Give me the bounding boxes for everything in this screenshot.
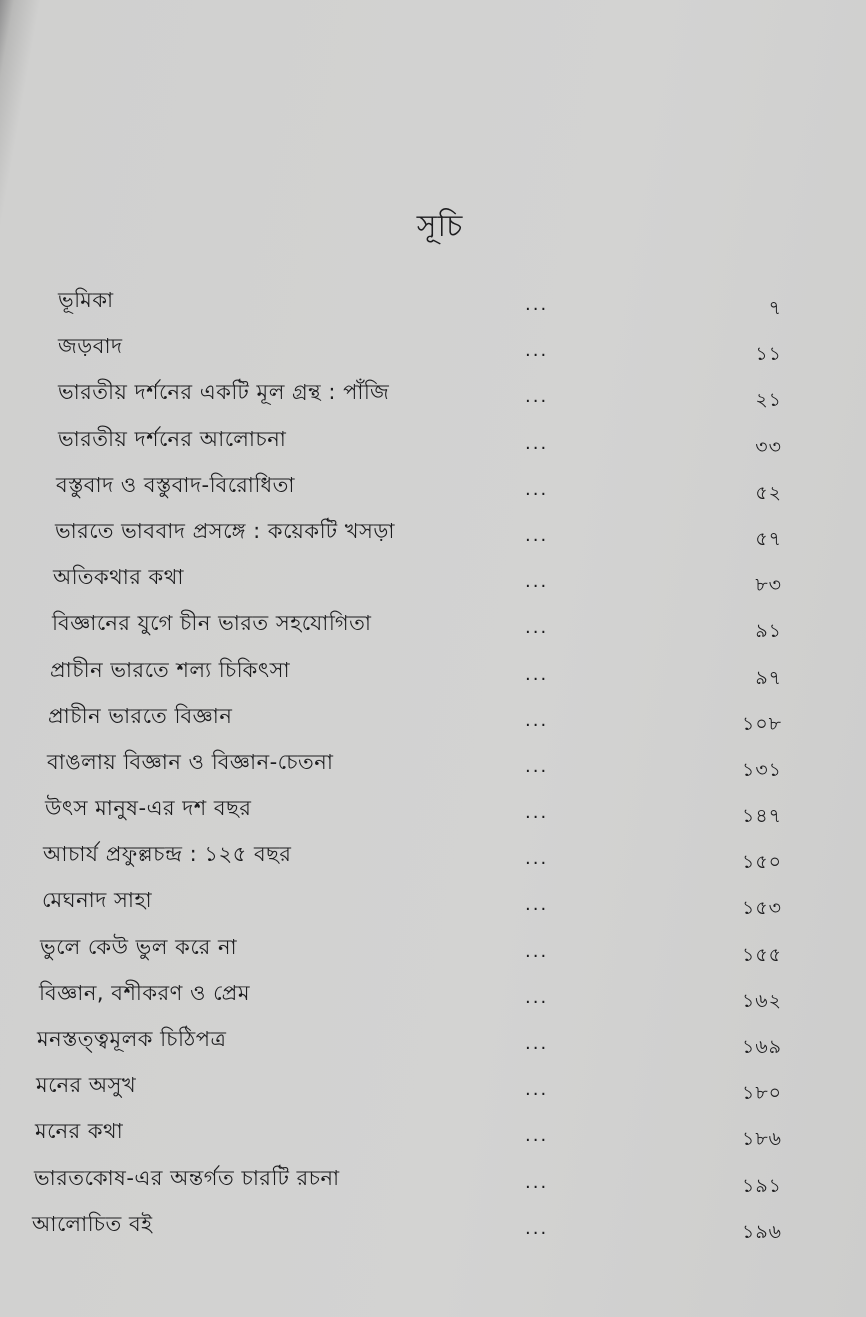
toc-entry [0, 884, 866, 930]
toc-entry-page: ১৫৩ [741, 897, 782, 920]
toc-entry-page: ১৯৬ [741, 1220, 782, 1243]
page-title: সূচি [416, 209, 464, 244]
toc-entry [0, 284, 866, 330]
toc-entry-page: ৮৩ [755, 574, 782, 597]
toc-entry-leader: ... [525, 1125, 549, 1147]
toc-entry-leader: ... [525, 478, 549, 500]
toc-entry-page: ১৪৭ [741, 805, 782, 828]
toc-entry-title: জড়বাদ [58, 334, 123, 359]
toc-entry-leader: ... [525, 986, 549, 1008]
toc-entry [0, 423, 866, 469]
toc-entry-page: ১৬৯ [741, 1036, 782, 1058]
toc-entry [0, 977, 866, 1023]
toc-entry-title: বাঙলায় বিজ্ঞান ও বিজ্ঞান-চেতনা [47, 749, 334, 774]
toc-entry [0, 330, 866, 376]
toc-entry [0, 792, 866, 838]
toc-entry-leader: ... [525, 940, 549, 962]
toc-entry-page: ১০৮ [741, 712, 782, 735]
toc-entry-page: ৯১ [755, 620, 782, 643]
toc-entry-page: ৭ [768, 297, 782, 319]
toc-entry [0, 376, 866, 422]
toc-entry [0, 1023, 866, 1069]
toc-entry [0, 1162, 866, 1208]
toc-entry-title: আলোচিত বই [32, 1211, 153, 1236]
toc-entry [0, 838, 866, 884]
toc-entry-title: ভারতীয় দর্শনের আলোচনা [58, 426, 287, 451]
toc-entry-leader: ... [525, 848, 549, 870]
toc-entry-leader: ... [525, 1171, 549, 1193]
toc-entry [0, 654, 866, 700]
toc-entry-title: আচার্য প্রফুল্লচন্দ্র : ১২৫ বছর [43, 842, 292, 867]
toc-entry-page: ১৩১ [741, 758, 782, 781]
toc-entry-leader: ... [525, 386, 549, 408]
toc-entry-title: মনের অসুখ [36, 1073, 137, 1098]
toc-entry-leader: ... [525, 1033, 549, 1054]
toc-entry-title: ভারতে ভাববাদ প্রসঙ্গে : কয়েকটি খসড়া [55, 518, 395, 543]
toc-entry-page: ১৯১ [742, 1174, 782, 1197]
toc-entry [0, 607, 866, 653]
toc-entry-title: প্রাচীন ভারতে বিজ্ঞান [48, 703, 233, 728]
toc-entry-leader: ... [525, 340, 549, 362]
toc-entry-page: ৯৭ [755, 666, 782, 689]
toc-entry-title: মেঘনাদ সাহা [42, 888, 153, 913]
toc-entry-page: ৫৭ [755, 527, 782, 550]
toc-entry-page: ১৮০ [741, 1082, 782, 1105]
toc-entry-leader: ... [525, 663, 549, 685]
toc-entry-title: উৎস মানুষ-এর দশ বছর [45, 796, 252, 821]
toc-entry-leader: ... [525, 755, 549, 777]
toc-entry [0, 561, 866, 607]
toc-entry-leader: ... [525, 1217, 549, 1239]
toc-entry-page: ১৮৬ [741, 1128, 782, 1151]
toc-entry-leader: ... [525, 709, 549, 731]
toc-entry [0, 469, 866, 515]
toc-entry-leader: ... [525, 432, 549, 454]
toc-entry-title: বিজ্ঞান, বশীকরণ ও প্রেম [39, 980, 250, 1005]
toc-entry-page: ২১ [755, 389, 782, 412]
toc-entry [0, 931, 866, 977]
toc-entry-title: ভুলে কেউ ভুল করে না [40, 934, 238, 959]
toc-entry-title: ভূমিকা [58, 288, 114, 312]
toc-entry-title: প্রাচীন ভারতে শল্য চিকিৎসা [50, 657, 291, 682]
toc-entry-leader: ... [525, 802, 549, 824]
toc-entry [0, 1208, 866, 1254]
toc-entry [0, 1069, 866, 1115]
toc-entry [0, 1115, 866, 1161]
toc-entry-page: ১৫০ [741, 851, 782, 874]
toc-entry-title: মনের কথা [35, 1119, 124, 1144]
toc-entry-page: ৫২ [755, 481, 782, 504]
toc-entry-title: বস্তুবাদ ও বস্তুবাদ-বিরোধিতা [56, 472, 295, 497]
toc-entry-leader: ... [525, 894, 549, 916]
toc-entry-page: ১৬২ [741, 989, 782, 1012]
toc-entry-page: ১১ [755, 343, 782, 366]
toc-entry-title: মনস্তত্ত্বমূলক চিঠিপত্র [37, 1027, 227, 1051]
toc-entry-title: বিজ্ঞানের যুগে চীন ভারত সহযোগিতা [52, 611, 372, 636]
toc-entry [0, 746, 866, 792]
toc-entry-leader: ... [525, 1079, 549, 1101]
toc-entry-leader: ... [525, 571, 549, 593]
toc-entry-title: ভারতকোষ-এর অন্তর্গত চারটি রচনা [34, 1165, 340, 1190]
table-of-contents [0, 284, 866, 1254]
toc-entry-page: ৩৩ [755, 435, 782, 458]
toc-entry-title: অতিকথার কথা [53, 565, 184, 590]
toc-entry-leader: ... [525, 617, 549, 639]
toc-entry [0, 515, 866, 561]
toc-entry-leader: ... [525, 524, 549, 546]
toc-entry-leader: ... [525, 294, 549, 315]
toc-entry-title: ভারতীয় দর্শনের একটি মূল গ্রন্থ : পাঁজি [58, 380, 390, 405]
toc-entry-page: ১৫৫ [742, 943, 782, 966]
toc-entry [0, 700, 866, 746]
